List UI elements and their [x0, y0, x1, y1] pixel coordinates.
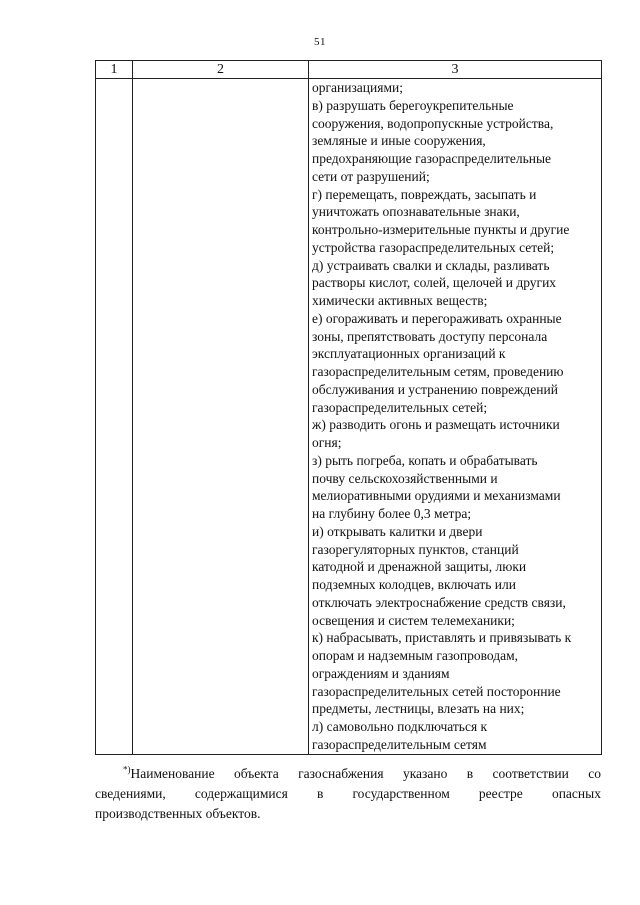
text-line: газораспределительным сетям, проведению [312, 364, 564, 379]
text-line: опорам и надземным газопроводам, [312, 648, 518, 663]
footnote-word: реестре [478, 786, 523, 801]
text-line: предохраняющие газораспределительные [312, 151, 552, 166]
table-header-row [96, 61, 602, 79]
text-line: в) разрушать берегоукрепительные [312, 97, 514, 113]
text-line: организациями; [312, 80, 403, 95]
footnote [95, 764, 601, 824]
text-line: устройства газораспределительных сетей; [312, 239, 555, 255]
footnote-line-3 [95, 804, 601, 824]
text-line: г) перемещать, повреждать, засыпать и [312, 186, 537, 202]
footnote-word: сведениями, [95, 786, 166, 801]
text-line: земляные и иные сооружения, [312, 133, 486, 149]
text-line: к) набрасывать, приставлять и привязывать к [312, 630, 572, 646]
text-line: газораспределительных сетей; [312, 399, 488, 415]
footnote-word: газоснабжения [298, 766, 384, 781]
table-row [96, 79, 602, 755]
footnote-marker: *) [123, 764, 131, 775]
footnote-word: объекта [234, 766, 279, 781]
text-line: обслуживания и устранению повреждений [312, 381, 558, 397]
text-line: и) открывать калитки и двери [312, 523, 483, 539]
text-line: л) самовольно подключаться к [312, 719, 488, 734]
column-3-text [312, 79, 601, 754]
text-line: подземных колодцев, включать или [312, 577, 516, 592]
text-line: сооружения, водопропускные устройства, [312, 115, 554, 131]
text-line: контрольно-измерительные пункты и другие [312, 222, 570, 237]
document-table [95, 60, 602, 755]
footnote-word: указано [402, 766, 448, 781]
text-line: эксплуатационных организаций к [312, 346, 506, 362]
text-line: огня; [312, 435, 342, 450]
footnote-word: государственном [352, 786, 450, 801]
text-line: з) рыть погреба, копать и обрабатывать [312, 452, 538, 468]
text-line: зоны, препятствовать доступу персонала [312, 328, 548, 344]
column-3-cell [309, 79, 602, 755]
text-line: ограждениям и зданиям [312, 665, 450, 681]
footnote-word: опасных [551, 786, 601, 801]
text-line: мелиоративными орудиями и механизмами [312, 488, 561, 504]
text-line: почву сельскохозяйственными и [312, 470, 498, 486]
text-line: катодной и дренажной защиты, люки [312, 559, 527, 575]
text-line: д) устраивать свалки и склады, разливать [312, 257, 550, 273]
footnote-line-1 [95, 764, 601, 784]
column-1-cell [96, 79, 133, 755]
footnote-word: Наименование [130, 766, 215, 781]
footnote-word: в [316, 786, 324, 801]
text-line: освещения и систем телемеханики; [312, 612, 515, 628]
footnote-word: соответствии [492, 766, 569, 781]
text-line: газораспределительных сетей посторонние [312, 683, 561, 699]
footnote-line-2 [95, 784, 601, 804]
text-line: газораспределительным сетям [312, 736, 487, 752]
footnote-word: содержащимися [194, 786, 288, 801]
text-line: газорегуляторных пунктов, станций [312, 541, 519, 557]
footnote-word: в [466, 766, 474, 781]
footnote-text-end: производственных объектов. [95, 806, 261, 821]
footnote-first-word [95, 764, 215, 784]
text-line: сети от разрушений; [312, 168, 430, 184]
column-header-3: 3 [309, 61, 602, 79]
text-line: ж) разводить огонь и размещать источники [312, 417, 560, 433]
column-2-cell [133, 79, 309, 755]
text-line: на глубину более 0,3 метра; [312, 506, 472, 521]
column-header-2: 2 [133, 61, 309, 79]
text-line: растворы кислот, солей, щелочей и других [312, 275, 557, 291]
page-number: 51 [314, 36, 326, 48]
column-header-1: 1 [96, 61, 133, 79]
text-line: предметы, лестницы, влезать на них; [312, 701, 525, 717]
text-line: уничтожать опознавательные знаки, [312, 204, 520, 220]
footnote-word: со [588, 766, 601, 781]
text-line: е) огораживать и перегораживать охранные [312, 310, 562, 326]
text-line: химически активных веществ; [312, 293, 488, 308]
text-line: отключать электроснабжение средств связи, [312, 594, 566, 610]
